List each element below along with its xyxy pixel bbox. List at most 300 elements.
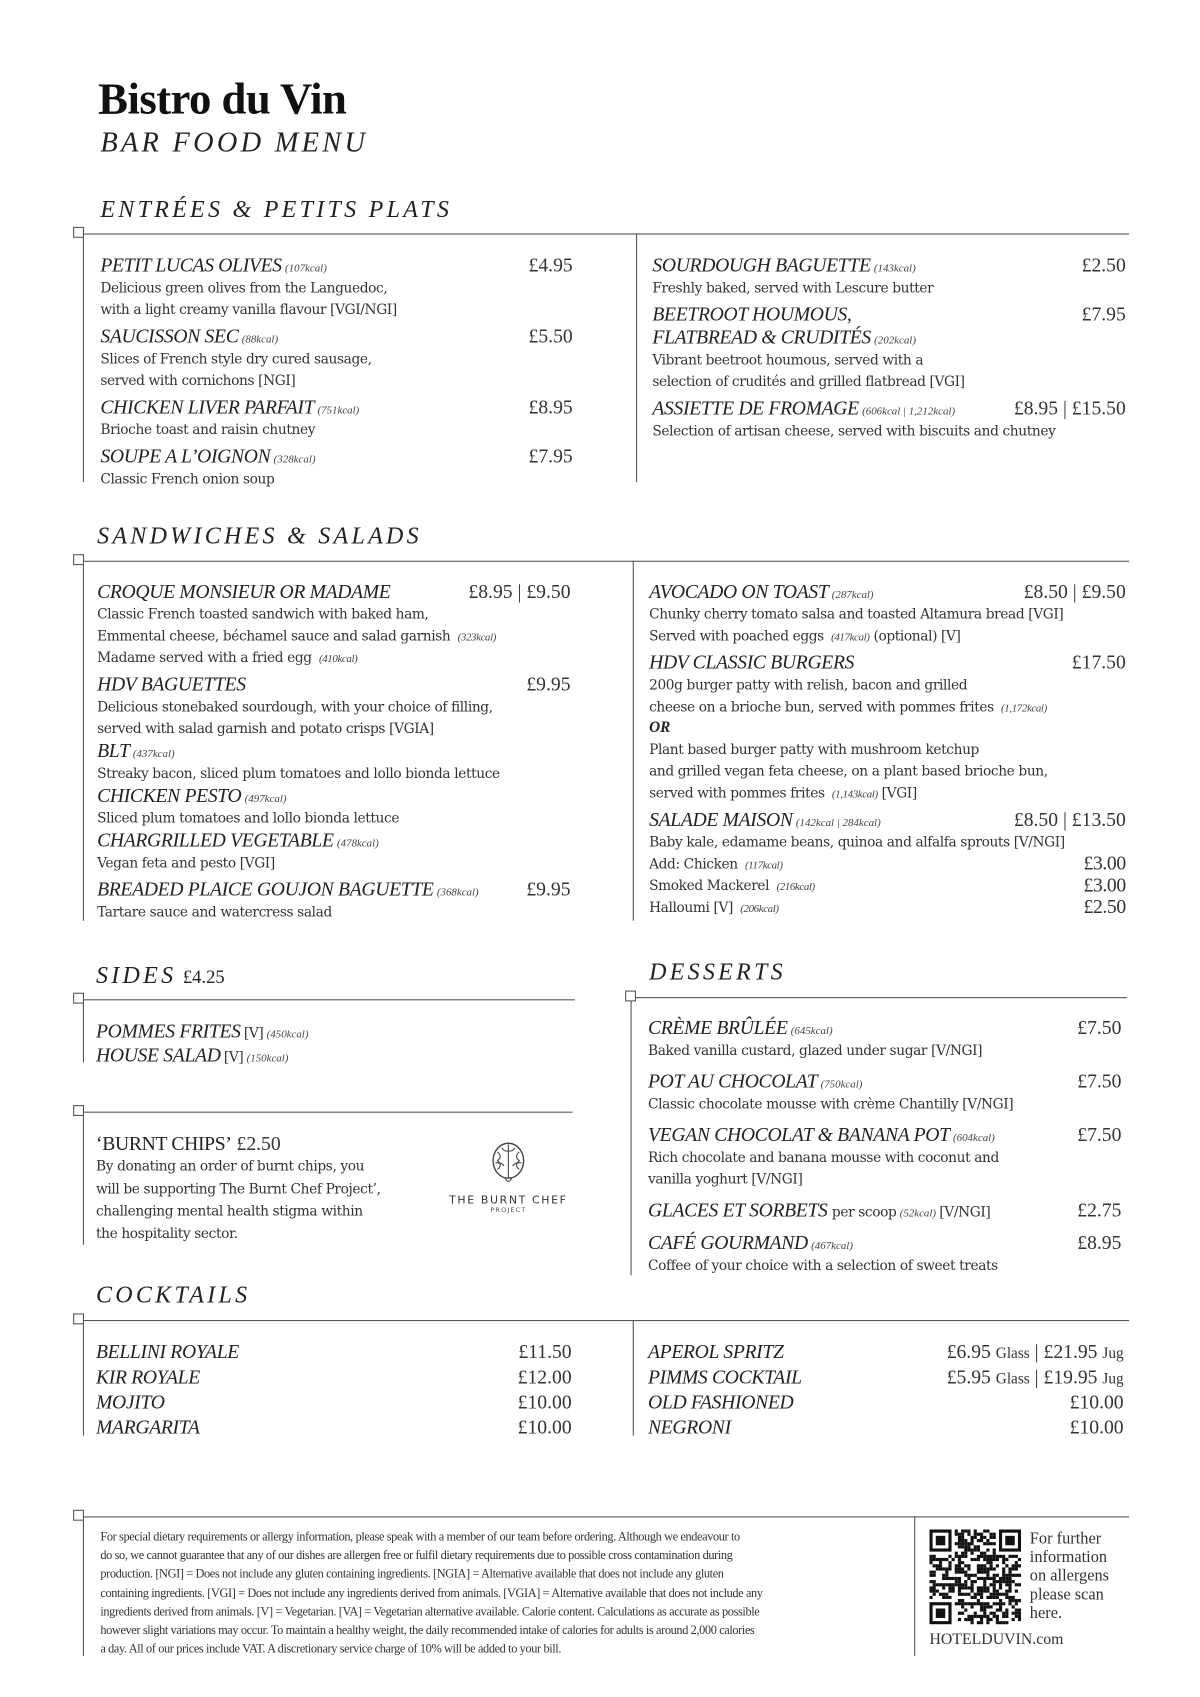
- burnt-chef-logo: [447, 1141, 569, 1214]
- cocktail-price: £11.50: [518, 1340, 572, 1363]
- cocktail-name: MOJITO: [95, 1390, 165, 1413]
- menu-item: [649, 580, 1126, 647]
- item-extra: per scoop: [831, 1203, 897, 1220]
- description-text: [652, 373, 964, 389]
- item-name-group: [97, 829, 379, 852]
- item-name: POMMES FRITES: [95, 1019, 241, 1042]
- item-description: [648, 1255, 1121, 1277]
- glass-price: £5.95: [946, 1365, 991, 1388]
- menu-item: [97, 784, 570, 829]
- item-description: [652, 420, 1125, 442]
- qr-text-line: on allergens: [1029, 1567, 1110, 1586]
- cocktail-price: £5.95 Glass | £19.95 Jug: [946, 1365, 1124, 1388]
- item-price: £2.50: [1081, 254, 1126, 276]
- item-price: £17.50: [1071, 651, 1126, 674]
- item-price: £8.95 | £9.50: [468, 580, 571, 603]
- item-name-group: [652, 397, 955, 420]
- cocktail-item: [96, 1340, 572, 1365]
- item-description: [648, 1040, 1121, 1062]
- item-title-row: [97, 580, 570, 603]
- menu-item: [648, 1124, 1121, 1191]
- item-description: [97, 852, 570, 874]
- item-name-group: [100, 396, 359, 419]
- item-dietary-tag: [V]: [223, 1048, 244, 1065]
- cocktail-item: [96, 1365, 572, 1390]
- menu-item: [649, 808, 1126, 918]
- cocktail-price: £10.00: [1069, 1415, 1124, 1438]
- item-description: [97, 763, 570, 785]
- cocktail-name: NEGRONI: [647, 1415, 731, 1438]
- qr-instructions: [1030, 1531, 1109, 1624]
- description-text: Baked vanilla custard, glazed under sugar [V/NGI]: [647, 1041, 983, 1059]
- description-text: [649, 875, 815, 897]
- corner-marker: [73, 993, 84, 1004]
- burnt-chips-description: the hospitality sector.: [95, 1224, 238, 1241]
- item-title-row: [648, 1017, 1121, 1040]
- item-title-row: [97, 784, 570, 807]
- sandwiches-right: [649, 580, 1126, 923]
- item-description: [649, 739, 1126, 761]
- item-price: £7.50: [1077, 1070, 1122, 1092]
- item-name: CROQUE MONSIEUR OR MADAME: [97, 580, 391, 603]
- description-text: Rich chocolate and banana mousse with coconut and: [647, 1148, 999, 1166]
- disclaimer-line: do so, we cannot guarantee that any of our dishes are allergen free or fulfil dietary requirements due to possible cross contamination during: [100, 1549, 733, 1563]
- item-price: £7.95: [1081, 303, 1126, 326]
- item-name-group: [97, 580, 390, 603]
- logo-text: THE BURNT CHEF: [449, 1194, 568, 1207]
- description-text: served with cornichons [NGI]: [100, 371, 296, 389]
- item-calories: (410kcal): [318, 653, 358, 666]
- description-text: Emmental cheese, béchamel sauce and salad garnish: [97, 627, 451, 644]
- description-text: [97, 627, 496, 643]
- item-calories: (88kcal): [241, 333, 279, 346]
- burnt-chips-description: challenging mental health stigma within: [95, 1202, 363, 1219]
- description-text: [649, 897, 779, 919]
- divider: [76, 1516, 1129, 1517]
- description-text: [649, 853, 783, 875]
- description-text: Served with poached eggs: [649, 627, 824, 644]
- item-description: [649, 603, 1126, 625]
- description-text: [97, 649, 357, 665]
- description-text: [652, 422, 1055, 438]
- item-name: PETIT LUCAS OLIVES: [100, 254, 282, 276]
- item-description: [97, 901, 570, 923]
- item-description: [649, 625, 1126, 647]
- item-price: £7.50: [1077, 1123, 1122, 1146]
- description-text: Baby kale, edamame beans, quinoa and alfalfa sprouts [V/NGI]: [649, 833, 1065, 850]
- menu-item: [100, 445, 572, 490]
- menu-item: [97, 829, 570, 874]
- cocktail-name: MARGARITA: [95, 1415, 200, 1438]
- description-text: Classic French onion soup: [100, 470, 275, 487]
- divider: [76, 561, 1129, 562]
- item-name-group: [100, 445, 315, 468]
- description-text: 200g burger patty with relish, bacon and grilled: [649, 676, 968, 693]
- item-name: CHICKEN PESTO: [97, 784, 242, 807]
- item-dietary-tag: [V/NGI]: [939, 1203, 991, 1220]
- cocktail-item: [96, 1415, 572, 1440]
- item-calories: (368kcal): [436, 886, 479, 899]
- divider: [76, 233, 1129, 234]
- item-title-row: [649, 580, 1126, 603]
- corner-marker: [625, 991, 636, 1002]
- item-name-group: [649, 808, 881, 831]
- cocktail-item: [96, 1390, 572, 1415]
- or-separator: OR: [649, 719, 671, 737]
- divider: [83, 561, 84, 921]
- description-text: Vegan feta and pesto [VGI]: [97, 854, 275, 871]
- item-name: BEETROOT HOUMOUS,: [652, 303, 852, 326]
- item-name-group: [97, 740, 175, 763]
- description-text: Streaky bacon, sliced plum tomatoes and lollo bionda lettuce: [97, 764, 500, 782]
- description-text: [97, 903, 332, 919]
- glass-price: £6.95: [946, 1340, 991, 1363]
- item-description: [652, 349, 1125, 371]
- item-description: [649, 875, 1126, 897]
- menu-item: [97, 878, 570, 923]
- item-name-group: [648, 1199, 990, 1223]
- item-price: £5.50: [528, 325, 573, 347]
- item-calories: (143kcal): [873, 262, 916, 275]
- description-text: [100, 350, 371, 366]
- description-text: Sliced plum tomatoes and lollo bionda lettuce: [97, 809, 400, 826]
- item-name-group: [652, 326, 916, 349]
- entrees-right: [652, 254, 1125, 446]
- website-link[interactable]: HOTELDUVIN.com: [929, 1630, 1064, 1649]
- item-description: [97, 718, 570, 740]
- item-name: CRÈME BRÛLÉE: [647, 1016, 788, 1039]
- item-title-row: [100, 254, 572, 277]
- description-text: [648, 1171, 802, 1187]
- description-text: [649, 763, 1048, 779]
- description-text: [100, 279, 387, 295]
- item-name-group: [97, 784, 286, 807]
- item-description: [100, 348, 572, 370]
- item-calories: (437kcal): [132, 748, 175, 761]
- item-calories: (751kcal): [317, 404, 360, 417]
- item-name: VEGAN CHOCOLAT & BANANA POT: [647, 1123, 950, 1146]
- menu-item: [652, 254, 1125, 299]
- description-text: [97, 698, 493, 714]
- item-name: SOURDOUGH BAGUETTE: [652, 254, 871, 276]
- divider: [83, 1320, 84, 1436]
- description-text: and grilled vegan feta cheese, on a plant based brioche bun,: [649, 762, 1048, 779]
- item-description: [97, 647, 570, 669]
- sides-price: £4.25: [182, 966, 225, 988]
- item-calories: (497kcal): [244, 793, 287, 806]
- cocktail-price: £6.95 Glass | £21.95 Jug: [946, 1340, 1124, 1363]
- item-calories: (117kcal): [745, 859, 783, 872]
- jug-unit: Jug: [1102, 1346, 1124, 1363]
- divider: [633, 1320, 634, 1436]
- section-title-entrees: ENTRÉES & PETITS PLATS: [100, 195, 453, 223]
- addon-price: £3.00: [1083, 873, 1126, 896]
- item-name: HDV CLASSIC BURGERS: [649, 651, 855, 674]
- menu-item: [648, 1199, 1121, 1223]
- description-text: [652, 351, 923, 367]
- item-price: £9.95: [526, 673, 571, 695]
- divider: [83, 1112, 84, 1245]
- qr-text-line: here.: [1029, 1604, 1063, 1623]
- brand-title: Bistro du Vin: [98, 73, 347, 124]
- logo-subtext: PROJECT: [490, 1206, 527, 1215]
- item-name: AVOCADO ON TOAST: [649, 580, 829, 603]
- item-calories: (328kcal): [273, 453, 316, 466]
- description-text: [649, 741, 979, 757]
- item-calories: (750kcal): [820, 1078, 863, 1091]
- qr-text-line: please scan: [1029, 1586, 1104, 1604]
- cocktail-name: PIMMS COCKTAIL: [647, 1365, 802, 1388]
- description-text: served with pommes frites: [649, 784, 825, 801]
- description-text: Smoked Mackerel: [649, 877, 770, 894]
- description-text: [648, 1095, 1013, 1111]
- item-description: [97, 696, 570, 718]
- description-text: Classic French toasted sandwich with baked ham,: [97, 605, 429, 622]
- qr-text-line: For further: [1029, 1530, 1102, 1548]
- divider: [83, 999, 84, 1062]
- description-text: [100, 421, 315, 437]
- description-text: [648, 1149, 999, 1165]
- description-text: [97, 765, 500, 781]
- brain-icon: [490, 1141, 527, 1187]
- description-text: [649, 833, 1065, 849]
- description-text: Slices of French style dry cured sausage,: [100, 350, 372, 367]
- item-description: [649, 853, 1126, 875]
- item-name-group: [648, 1232, 853, 1255]
- item-name-group: [97, 673, 246, 696]
- item-description: [100, 299, 572, 321]
- menu-item: [652, 303, 1125, 392]
- description-text: [649, 784, 917, 800]
- item-title-row: [652, 303, 1125, 326]
- item-title-row: [652, 397, 1125, 420]
- description-text: vanilla yoghurt [V/NGI]: [647, 1170, 803, 1187]
- desserts-list: [648, 1017, 1121, 1285]
- item-description: [648, 1093, 1121, 1115]
- item-description: [97, 603, 570, 625]
- item-name: CAFÉ GOURMAND: [647, 1231, 808, 1254]
- description-text: [VGI]: [881, 784, 917, 801]
- jug-unit: Jug: [1102, 1371, 1124, 1388]
- sandwiches-left: [97, 580, 570, 927]
- item-title-row: [97, 673, 570, 696]
- item-title-row: [652, 326, 1125, 349]
- item-description: [648, 1147, 1121, 1169]
- description-text: [100, 470, 274, 486]
- item-description: [649, 782, 1126, 804]
- item-description: [649, 760, 1126, 782]
- description-text: [648, 1042, 982, 1058]
- divider: [629, 997, 1126, 998]
- cocktails-right: [648, 1340, 1124, 1440]
- menu-item: [100, 254, 572, 321]
- glass-unit: Glass: [995, 1346, 1030, 1363]
- item-description: [649, 831, 1126, 853]
- disclaimer-line: ingredients derived from animals. [V] = Vegetarian. [VA] = Vegetarian alternative available. Calorie content. Calculations as accurate as possible: [100, 1605, 760, 1619]
- item-calories: (323kcal): [457, 631, 497, 644]
- item-dietary-tag: [V]: [243, 1024, 264, 1041]
- item-calories: (467kcal): [811, 1240, 853, 1253]
- item-price: £8.50 | £9.50: [1023, 580, 1126, 603]
- menu-item: [100, 325, 572, 392]
- description-text: Coffee of your choice with a selection of sweet treats: [647, 1256, 998, 1274]
- item-name-group: [100, 325, 278, 348]
- description-text: Plant based burger patty with mushroom ketchup: [649, 740, 979, 758]
- burnt-chips-price: £2.50: [236, 1132, 281, 1155]
- description-text: [97, 854, 275, 870]
- qr-code-icon[interactable]: [929, 1529, 1021, 1624]
- item-name-group: [97, 878, 479, 901]
- divider: [636, 233, 637, 482]
- description-text: Add: Chicken: [649, 855, 738, 872]
- item-price: £8.50 | £13.50: [1013, 808, 1126, 831]
- item-calories: (206kcal): [740, 903, 779, 916]
- corner-marker: [73, 227, 84, 238]
- cocktail-name: KIR ROYALE: [95, 1365, 200, 1388]
- item-price: £8.95: [528, 395, 573, 418]
- burnt-chips-block: [96, 1132, 445, 1244]
- item-calories: (450kcal): [266, 1028, 309, 1041]
- item-name: ASSIETTE DE FROMAGE: [652, 397, 859, 419]
- sides-list: [96, 1020, 554, 1068]
- section-title-desserts: DESSERTS: [649, 957, 786, 986]
- item-calories: (1,172kcal): [1001, 702, 1047, 715]
- item-title-row: [648, 1070, 1121, 1093]
- menu-item: [648, 1232, 1121, 1277]
- cocktail-name: BELLINI ROYALE: [95, 1340, 239, 1363]
- corner-marker: [73, 1313, 84, 1324]
- menu-item: [648, 1070, 1121, 1115]
- divider: [633, 561, 634, 921]
- cocktail-name: OLD FASHIONED: [647, 1390, 794, 1413]
- description-text: Delicious stonebaked sourdough, with your choice of filling,: [97, 698, 493, 715]
- item-title-row: [97, 740, 570, 763]
- glass-unit: Glass: [995, 1371, 1030, 1388]
- description-text: [652, 279, 933, 295]
- menu-item: [100, 396, 572, 441]
- item-title-row: [97, 878, 570, 901]
- item-calories: (142kcal | 284kcal): [795, 817, 881, 830]
- item-title-row: [648, 1124, 1121, 1147]
- item-name: BLT: [97, 739, 130, 762]
- description-text: Vibrant beetroot houmous, served with a: [652, 351, 924, 368]
- item-calories: (287kcal): [831, 589, 874, 602]
- corner-marker: [73, 1510, 84, 1521]
- item-calories: (645kcal): [790, 1025, 833, 1038]
- cocktail-name: APEROL SPRITZ: [647, 1340, 784, 1363]
- item-description: [97, 807, 570, 829]
- qr-text-line: information: [1029, 1549, 1108, 1567]
- section-title-sandwiches: SANDWICHES & SALADS: [97, 521, 422, 549]
- item-description: [649, 897, 1126, 919]
- item-price: £8.95: [1077, 1231, 1122, 1254]
- disclaimer-line: For special dietary requirements or allergy information, please speak with a member of our team before ordering. Although we endeavour to: [100, 1530, 740, 1544]
- item-title-row: [648, 1232, 1121, 1255]
- jug-price: £19.95: [1043, 1365, 1098, 1388]
- description-text: [97, 605, 428, 621]
- item-title-row: [648, 1199, 1121, 1223]
- description-text: Tartare sauce and watercress salad: [97, 903, 332, 920]
- item-price: £7.95: [528, 445, 573, 467]
- item-price: £7.50: [1077, 1016, 1122, 1039]
- description-text: Delicious green olives from the Languedoc,: [100, 279, 388, 296]
- item-price: £9.95: [526, 878, 571, 900]
- item-name-group: [648, 1017, 833, 1040]
- item-title-row: [100, 445, 572, 468]
- menu-item: [649, 651, 1126, 804]
- disclaimer-line: production. [NGI] = Does not include any gluten containing ingredients. [NGIA] = Alternative available that does not include any gluten: [100, 1568, 724, 1582]
- cocktail-price: £12.00: [517, 1365, 572, 1388]
- item-price: £4.95: [528, 254, 573, 276]
- item-calories: (150kcal): [246, 1052, 289, 1065]
- item-description: [97, 625, 570, 647]
- item-title-row: [100, 325, 572, 348]
- menu-subtitle: BAR FOOD MENU: [100, 126, 369, 159]
- description-text: [100, 301, 396, 317]
- menu-item: [652, 397, 1125, 442]
- description-text: (optional) [V]: [873, 627, 961, 644]
- menu-item: [97, 740, 570, 785]
- item-calories: (604kcal): [953, 1132, 995, 1145]
- item-name: POT AU CHOCOLAT: [647, 1070, 818, 1092]
- side-item: [96, 1044, 554, 1068]
- item-description: [649, 674, 1126, 696]
- item-name: CHICKEN LIVER PARFAIT: [100, 395, 315, 418]
- item-description: [652, 277, 1125, 299]
- item-name-group: [652, 303, 851, 326]
- description-text: [649, 627, 960, 643]
- divider: [76, 1320, 1129, 1321]
- sides-title: SIDES: [95, 961, 177, 989]
- description-text: [649, 698, 1047, 714]
- menu-item: [648, 1017, 1121, 1062]
- item-name-group: [652, 254, 915, 277]
- item-calories: (478kcal): [336, 837, 379, 850]
- item-description: [100, 370, 572, 392]
- item-name: HDV BAGUETTES: [97, 673, 246, 695]
- item-title-row: [97, 829, 570, 852]
- item-name-group: [648, 1124, 995, 1147]
- description-text: [648, 1257, 998, 1273]
- item-calories: (107kcal): [285, 262, 327, 275]
- item-price: £2.75: [1077, 1198, 1122, 1221]
- item-description: [652, 371, 1125, 393]
- divider: [76, 999, 575, 1000]
- description-text: Classic chocolate mousse with crème Chantilly [V/NGI]: [647, 1095, 1014, 1112]
- side-item: [96, 1020, 554, 1044]
- burnt-chips-title: ‘BURNT CHIPS’: [95, 1132, 232, 1155]
- item-price: £8.95 | £15.50: [1013, 397, 1126, 419]
- item-name-group: [649, 580, 873, 603]
- item-name-group: [100, 254, 326, 277]
- divider: [83, 1516, 84, 1656]
- description-text: Selection of artisan cheese, served with biscuits and chutney: [652, 422, 1056, 439]
- section-title-sides: [96, 961, 225, 989]
- item-name: SOUPE A L’OIGNON: [100, 445, 271, 467]
- description-text: selection of crudités and grilled flatbread [VGI]: [652, 373, 965, 390]
- item-title-row: [100, 396, 572, 419]
- entrees-left: [100, 254, 572, 494]
- cocktails-left: [96, 1340, 572, 1440]
- cocktail-item: [648, 1390, 1124, 1415]
- corner-marker: [73, 554, 84, 565]
- item-title-row: [649, 651, 1126, 674]
- item-calories: (216kcal): [776, 881, 815, 894]
- item-name: BREADED PLAICE GOUJON BAGUETTE: [97, 878, 434, 900]
- cocktail-price: £10.00: [517, 1390, 572, 1413]
- description-text: served with salad garnish and potato crisps [VGIA]: [97, 719, 434, 737]
- item-name: SAUCISSON SEC: [100, 325, 239, 347]
